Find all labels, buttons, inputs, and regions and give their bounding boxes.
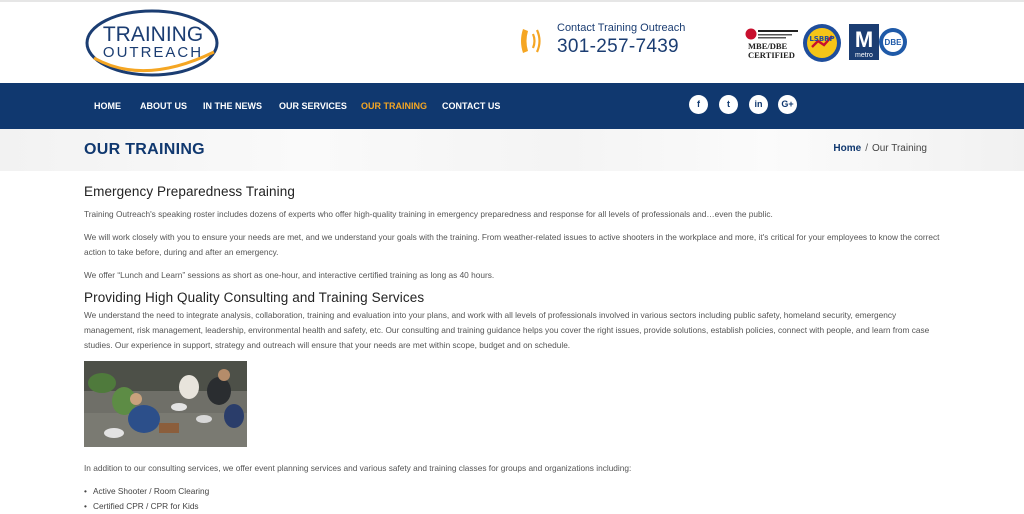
main-content — [84, 184, 940, 514]
page-title: OUR TRAINING — [84, 141, 205, 158]
mbe-dbe-text: MBE/DBE CERTIFIED — [748, 41, 795, 60]
metro-dbe-badge — [849, 23, 909, 61]
logo-line2: OUTREACH — [102, 44, 204, 61]
nav-about-us[interactable]: ABOUT US — [140, 101, 187, 111]
breadcrumb-separator: / — [865, 143, 868, 154]
metro-dbe-icon — [849, 23, 909, 61]
list-item: • Active Shooter / Room Clearing — [93, 484, 940, 499]
list-item: • Certified CPR / CPR for Kids — [93, 499, 940, 514]
nav-our-training[interactable]: OUR TRAINING — [361, 101, 427, 111]
linkedin-icon[interactable]: in — [749, 95, 768, 114]
phone-number-link[interactable]: 301-257-7439 — [557, 36, 679, 57]
svg-text:LSBRP: LSBRP — [809, 35, 835, 43]
paragraph-additional-services: In addition to our consulting services, we offer event planning services and various safety and training classes for groups and organizations including: — [84, 463, 632, 473]
contact-label: Contact Training Outreach — [557, 22, 686, 34]
lsbrp-seal-icon — [802, 23, 842, 63]
site-header — [0, 2, 1024, 83]
paragraph-roster: Training Outreach's speaking roster includes dozens of experts who offer high-quality training in emergency preparedness and response for all levels of professionals and…even the public. — [84, 209, 773, 219]
nav-home[interactable]: HOME — [94, 101, 121, 111]
logo-ellipse-icon — [84, 8, 222, 78]
paragraph-needs: We will work closely with you to ensure your needs are met, and we understand your goals with the training. From weather-related issues to active shooters in the workplace and more, it's critical for your employees to know the correct action to take before, during and after an emergency. — [84, 232, 940, 257]
google-plus-icon[interactable]: G+ — [778, 95, 797, 114]
section-heading-consulting: Providing High Quality Consulting and Training Services — [84, 290, 425, 305]
paragraph-consulting: We understand the need to integrate analysis, collaboration, training and evaluation into your plans, and work with all levels of professionals involved in various sectors including public safety, homeland security, emergency management, risk management, leadership, environmental health and safety, etc. Our consulting and training guidance helps you cover the right issues, provide solutions, establish policies, connect with people, and learn from case studies. Our experience in support, strategy and outreach will ensure that your needs are met within scope, budget and on schedule. — [84, 310, 930, 350]
paragraph-lunch-learn: We offer “Lunch and Learn” sessions as short as one-hour, and interactive certified training as long as 40 hours. — [84, 270, 495, 280]
twitter-icon[interactable]: t — [719, 95, 738, 114]
page-title-band — [0, 129, 1024, 171]
nav-in-the-news[interactable]: IN THE NEWS — [203, 101, 263, 111]
lsbrp-certified-badge — [802, 23, 842, 63]
svg-text:DBE: DBE — [884, 38, 902, 47]
site-logo[interactable] — [84, 8, 222, 78]
contact-phone-block — [518, 20, 718, 64]
nav-contact-us[interactable]: CONTACT US — [442, 101, 501, 111]
training-class-photo — [84, 361, 247, 447]
mbe-dbe-certified-badge — [744, 27, 800, 61]
breadcrumb-home-link[interactable]: Home — [833, 143, 862, 154]
breadcrumb-current: Our Training — [871, 143, 927, 154]
svg-text:metro: metro — [855, 52, 873, 59]
phone-icon — [518, 24, 546, 58]
logo-line1: TRAINING — [102, 23, 204, 46]
breadcrumb — [833, 143, 927, 154]
section-heading-emergency: Emergency Preparedness Training — [84, 184, 295, 199]
mdot-logo-icon — [744, 27, 800, 41]
training-classes-list — [84, 484, 940, 514]
nav-our-services[interactable]: OUR SERVICES — [279, 101, 347, 111]
main-nav — [0, 83, 1024, 129]
svg-text:M: M — [854, 27, 874, 52]
facebook-icon[interactable]: f — [689, 95, 708, 114]
